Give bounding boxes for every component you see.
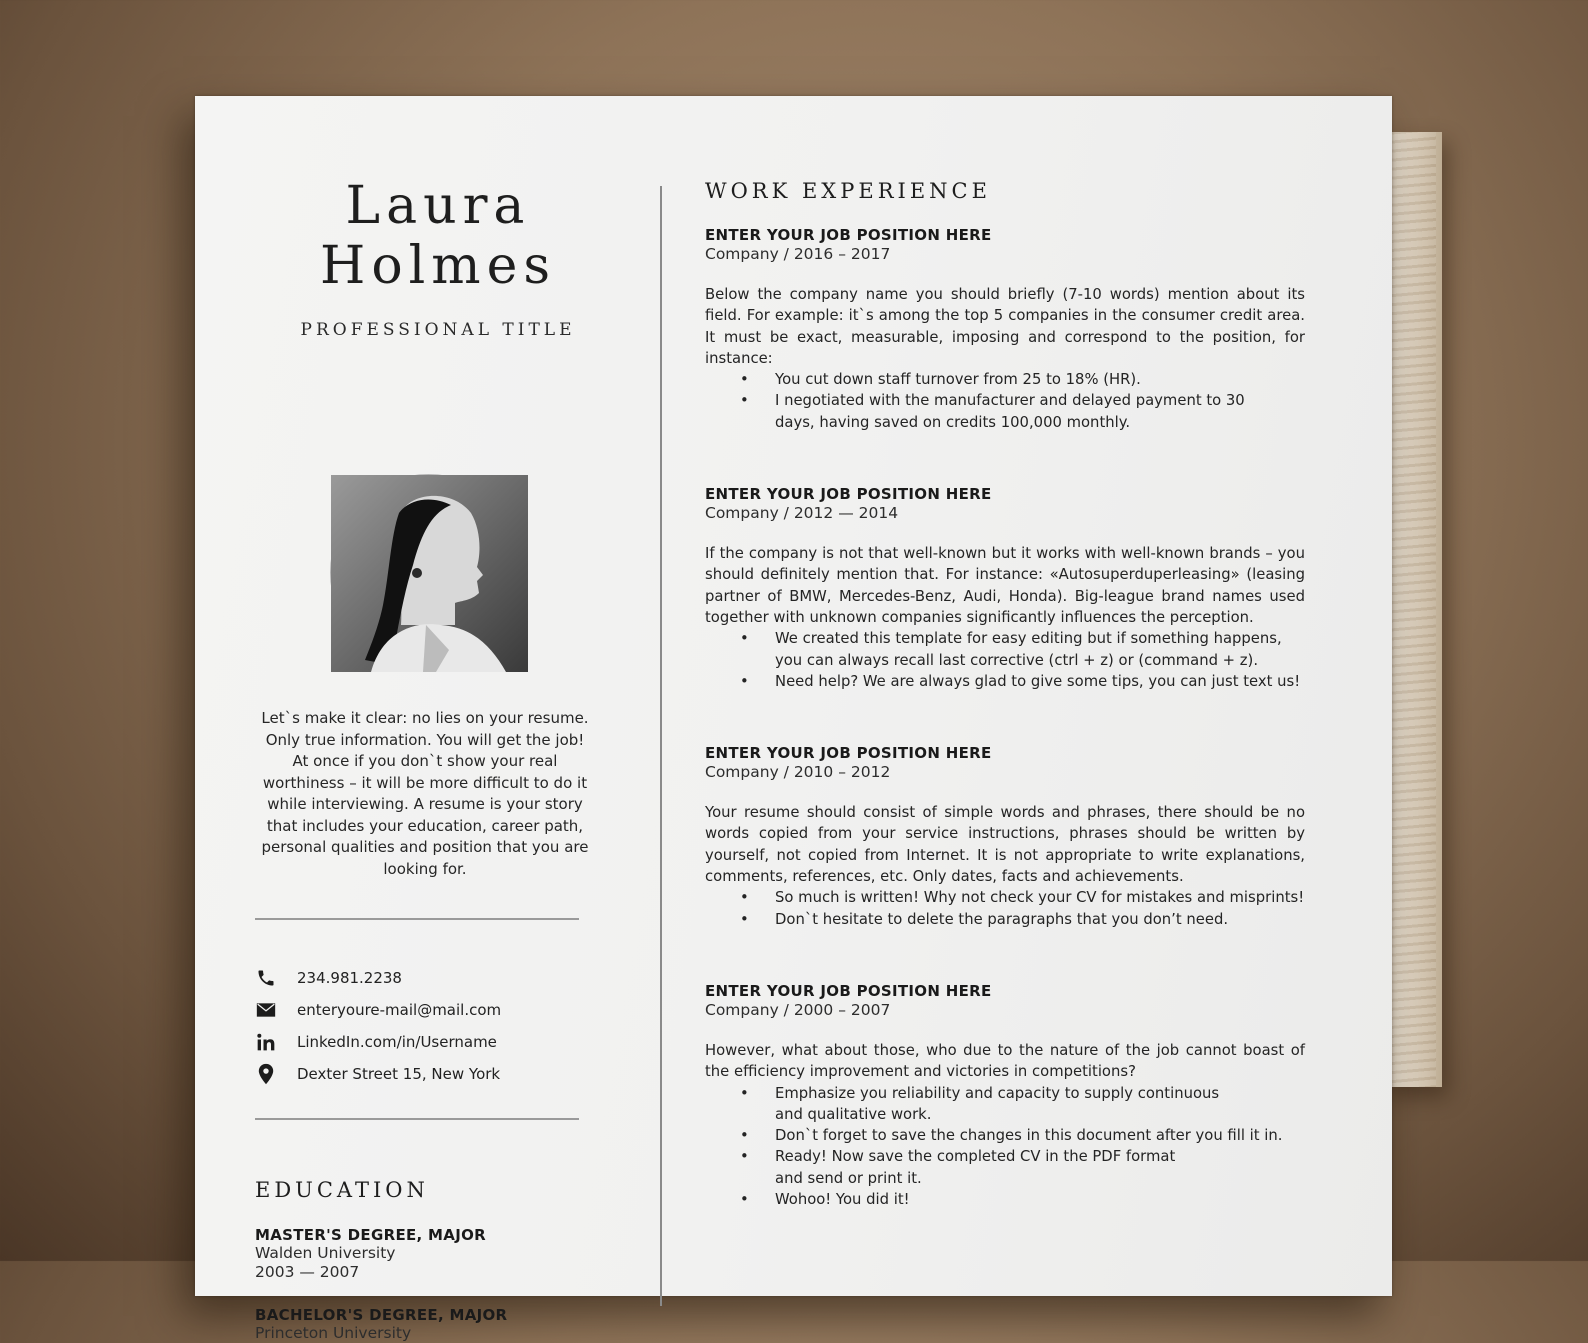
column-divider bbox=[660, 186, 662, 1306]
candidate-name bbox=[283, 176, 593, 296]
job-description: If the company is not that well-known but it works with well-known brands – you should definitely mention that. For instance: «Autosuperduperleasing» (leasing partner of BMW, Mercedes-Benz, Audi, Honda). Big-league brand names used together with unknown companies significantly influences the perception. bbox=[705, 545, 1305, 626]
education-section bbox=[255, 1178, 595, 1343]
years: 2003 — 2007 bbox=[255, 1263, 360, 1281]
contact-text: LinkedIn.com/in/Username bbox=[297, 1033, 497, 1051]
first-name: Laura bbox=[345, 176, 531, 236]
job-position: ENTER YOUR JOB POSITION HERE bbox=[705, 981, 992, 1000]
contact-text: enteryoure-mail@mail.com bbox=[297, 1001, 502, 1019]
contact-email[interactable] bbox=[255, 994, 585, 1026]
job-bullets bbox=[740, 369, 1305, 433]
mail-icon bbox=[255, 999, 277, 1021]
work-experience-heading: WORK EXPERIENCE bbox=[705, 179, 991, 203]
job-entry bbox=[705, 485, 1305, 692]
job-bullet: • Don`t hesitate to delete the paragraphs that you don’t need. bbox=[740, 909, 1305, 930]
job-position: ENTER YOUR JOB POSITION HERE bbox=[705, 744, 992, 763]
job-position: ENTER YOUR JOB POSITION HERE bbox=[705, 226, 992, 244]
portrait-photo bbox=[330, 474, 527, 671]
job-bullet: • Ready! Now save the completed CV in the PDF format and send or print it. bbox=[740, 1146, 1305, 1189]
phone-icon bbox=[255, 967, 277, 989]
education-heading: EDUCATION bbox=[255, 1178, 429, 1202]
job-bullet: • So much is written! Why not check your CV for mistakes and misprints! bbox=[740, 887, 1305, 908]
contact-list bbox=[255, 962, 585, 1090]
degree: BACHELOR'S DEGREE, MAJOR bbox=[255, 1306, 508, 1324]
left-column bbox=[255, 176, 635, 1342]
job-bullet: • Need help? We are always glad to give some tips, you can just text us! bbox=[740, 671, 1305, 692]
job-bullets bbox=[740, 628, 1305, 692]
left-divider-bottom bbox=[255, 1118, 579, 1120]
school: Princeton University bbox=[255, 1324, 412, 1342]
contact-address[interactable] bbox=[255, 1058, 585, 1090]
job-bullets bbox=[740, 1083, 1305, 1211]
resume-page bbox=[195, 96, 1392, 1342]
job-bullet: • I negotiated with the manufacturer and delayed payment to 30 days, having saved on credits 100,000 monthly. bbox=[740, 390, 1305, 433]
job-company: Company / 2016 – 2017 bbox=[705, 245, 891, 263]
contact-text: Dexter Street 15, New York bbox=[297, 1065, 501, 1083]
job-position: ENTER YOUR JOB POSITION HERE bbox=[705, 485, 992, 504]
job-bullet: • You cut down staff turnover from 25 to 18% (HR). bbox=[740, 369, 1305, 390]
job-bullet: • Wohoo! You did it! bbox=[740, 1189, 1305, 1210]
linkedin-icon bbox=[255, 1031, 277, 1053]
job-bullet: • Emphasize you reliability and capacity to supply continuous and qualitative work. bbox=[740, 1083, 1305, 1126]
profile-summary: Let`s make it clear: no lies on your resume. Only true information. You will get the job! At once if you don`t show your real worthiness – it will be more difficult to do it while interviewing. A resume is your story that includes your education, career path, personal qualities and position that you are looking for. bbox=[261, 709, 589, 878]
last-name: Holmes bbox=[319, 236, 557, 296]
degree: MASTER'S DEGREE, MAJOR bbox=[255, 1226, 486, 1244]
education-item bbox=[255, 1306, 595, 1343]
education-item bbox=[255, 1226, 595, 1282]
job-bullet: • Don`t forget to save the changes in this document after you fill it in. bbox=[740, 1125, 1305, 1146]
school: Walden University bbox=[255, 1244, 396, 1262]
job-description: Your resume should consist of simple words and phrases, there should be no words copied from your service instructions, phrases should be written by yourself, not copied from Internet. It is not appropriate to write explanations, comments, references, etc. Only dates, facts and achievements. bbox=[705, 804, 1305, 886]
job-entry bbox=[705, 226, 1305, 433]
job-company: Company / 2010 – 2012 bbox=[705, 763, 891, 782]
contact-phone[interactable] bbox=[255, 962, 585, 994]
right-column bbox=[705, 179, 1305, 1210]
job-description: However, what about those, who due to the nature of the job cannot boast of the efficiency improvement and victories in competitions? bbox=[705, 1041, 1305, 1081]
job-description: Below the company name you should briefly (7-10 words) mention about its field. For example: it`s among the top 5 companies in the consumer credit area. It must be exact, measurable, imposing and correspond to the position, for instance: bbox=[705, 286, 1305, 367]
job-company: Company / 2012 — 2014 bbox=[705, 504, 899, 523]
contact-text: 234.981.2238 bbox=[297, 969, 402, 987]
job-bullet: • We created this template for easy editing but if something happens, you can always recall last corrective (ctrl + z) or (command + z). bbox=[740, 628, 1305, 671]
left-divider-top bbox=[255, 918, 579, 920]
job-entry bbox=[705, 982, 1305, 1210]
job-entry bbox=[705, 744, 1305, 930]
location-pin-icon bbox=[255, 1063, 277, 1085]
professional-title: PROFESSIONAL TITLE bbox=[300, 320, 576, 340]
portrait-silhouette-icon bbox=[331, 475, 528, 672]
job-bullets bbox=[740, 887, 1305, 930]
contact-linkedin[interactable] bbox=[255, 1026, 585, 1058]
job-company: Company / 2000 – 2007 bbox=[705, 1000, 891, 1019]
